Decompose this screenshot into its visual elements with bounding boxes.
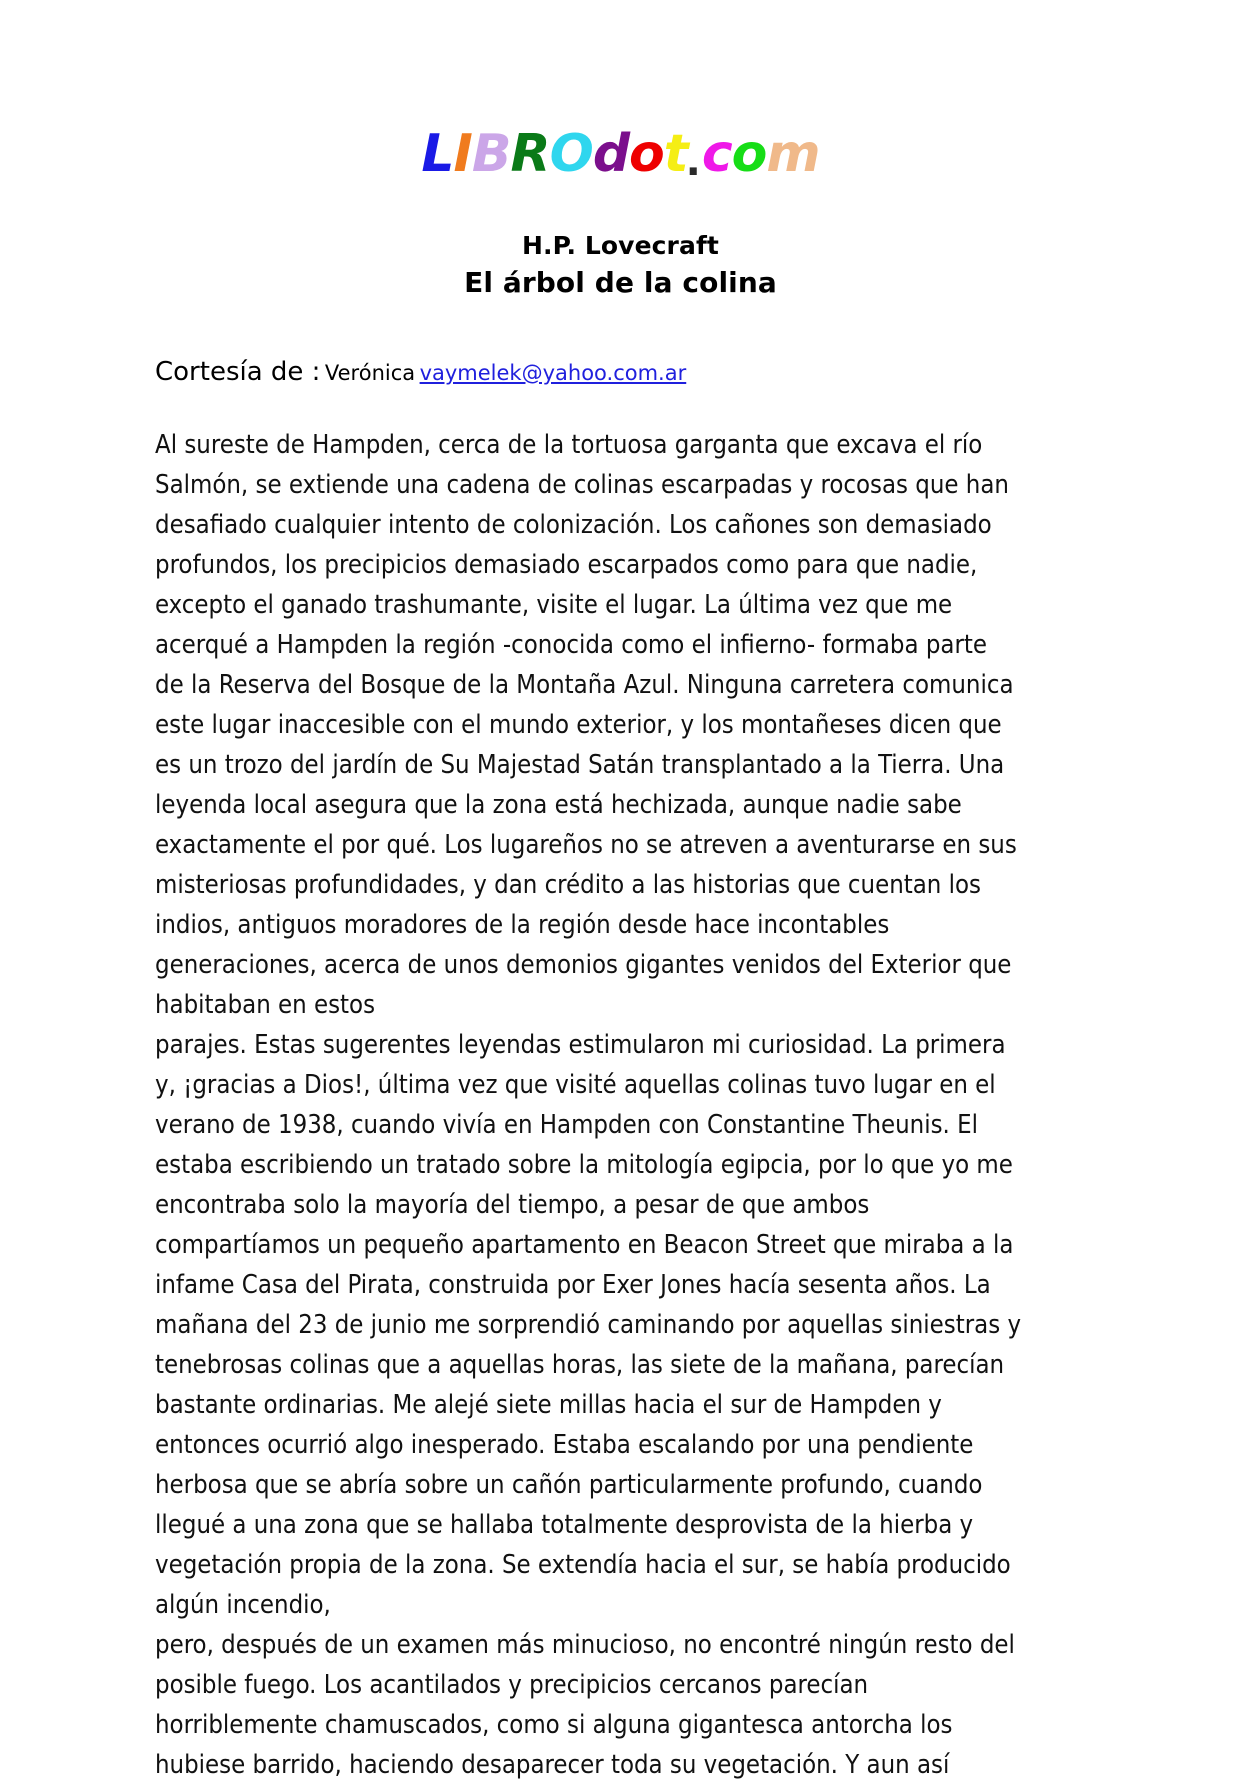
body-line: habitaban en estos [155,990,376,1020]
body-line: Salmón, se extiende una cadena de colinas escarpadas y rocosas que han [155,470,1009,500]
body-line: profundos, los precipicios demasiado escarpados como para que nadie, [155,550,978,580]
body-line: entonces ocurrió algo inesperado. Estaba escalando por una pendiente [155,1430,974,1460]
body-line: Al sureste de Hampden, cerca de la tortuosa garganta que excava el río [155,430,983,460]
librodot-logo-text[interactable] [421,124,820,185]
body-line: estaba escribiendo un tratado sobre la mitología egipcia, por lo que yo me [155,1150,1013,1180]
body-line: algún incendio, [155,1590,331,1620]
logo-letter: o [629,124,664,184]
logo-letter: L [421,124,454,184]
logo-letter: o [731,124,767,184]
body-line: posible fuego. Los acantilados y precipicios cercanos parecían [155,1670,869,1700]
author-name: H.P. Lovecraft [522,231,719,260]
body-line: leyenda local asegura que la zona está hechizada, aunque nadie sabe [155,790,962,820]
body-line: acerqué a Hampden la región -conocida como el infierno- formaba parte [155,630,987,660]
logo-letter: c [701,124,732,184]
body-line: pero, después de un examen más minucioso, no encontré ningún resto del [155,1630,1015,1660]
body-line: excepto el ganado trashumante, visite el lugar. La última vez que me [155,590,953,620]
page-title: El árbol de la colina [464,266,777,299]
body-line: encontraba solo la mayoría del tiempo, a pesar de que ambos [155,1190,870,1220]
courtesy-person: Verónica [324,361,416,385]
logo-letter: t [663,124,688,184]
logo-letter: . [685,139,700,185]
body-line: parajes. Estas sugerentes leyendas estimularon mi curiosidad. La primera [155,1030,1006,1060]
body-line: compartíamos un pequeño apartamento en Beacon Street que miraba a la [155,1230,1014,1260]
body-line: vegetación propia de la zona. Se extendía hacia el sur, se había producido [155,1550,1011,1580]
body-line: es un trozo del jardín de Su Majestad Satán transplantado a la Tierra. Una [155,750,1005,780]
body-line: tenebrosas colinas que a aquellas horas, las siete de la mañana, parecían [155,1350,1005,1380]
body-line: exactamente el por qué. Los lugareños no se atreven a aventurarse en sus [155,830,1017,860]
body-line: mañana del 23 de junio me sorprendió caminando por aquellas siniestras y [155,1310,1022,1340]
body-line: misteriosas profundidades, y dan crédito a las historias que cuentan los [155,870,981,900]
body-line: herbosa que se abría sobre un cañón particularmente profundo, cuando [155,1470,983,1500]
courtesy-email-link[interactable]: vaymelek@yahoo.com.ar [419,361,687,385]
body-line: y, ¡gracias a Dios!, última vez que visité aquellas colinas tuvo lugar en el [155,1070,996,1100]
body-line: bastante ordinarias. Me alejé siete millas hacia el sur de Hampden y [155,1390,942,1420]
body-line: verano de 1938, cuando vivía en Hampden con Constantine Theunis. El [155,1110,978,1140]
body-line: de la Reserva del Bosque de la Montaña Azul. Ninguna carretera comunica [155,670,1014,700]
body-line: llegué a una zona que se hallaba totalmente desprovista de la hierba y [155,1510,974,1540]
document-heading [0,228,1241,302]
logo-letter: I [453,124,472,184]
courtesy-line [155,357,686,387]
story-body [155,425,1022,1785]
body-line: infame Casa del Pirata, construida por Exer Jones hacía sesenta años. La [155,1270,991,1300]
logo-letter: R [510,124,550,184]
logo-letter: m [766,124,820,184]
body-line: desafiado cualquier intento de colonización. Los cañones son demasiado [155,510,992,540]
logo-letter: d [592,124,630,184]
logo-letter: B [471,124,511,184]
body-line: hubiese barrido, haciendo desaparecer toda su vegetación. Y aun así [155,1750,950,1780]
courtesy-label: Cortesía de : [155,357,321,387]
body-line: horriblemente chamuscados, como si alguna gigantesca antorcha los [155,1710,953,1740]
body-line: este lugar inaccesible con el mundo exterior, y los montañeses dicen que [155,710,1002,740]
logo-letter: O [549,124,593,184]
site-logo[interactable] [0,124,1241,185]
body-line: indios, antiguos moradores de la región desde hace incontables [155,910,890,940]
body-line: generaciones, acerca de unos demonios gigantes venidos del Exterior que [155,950,1012,980]
